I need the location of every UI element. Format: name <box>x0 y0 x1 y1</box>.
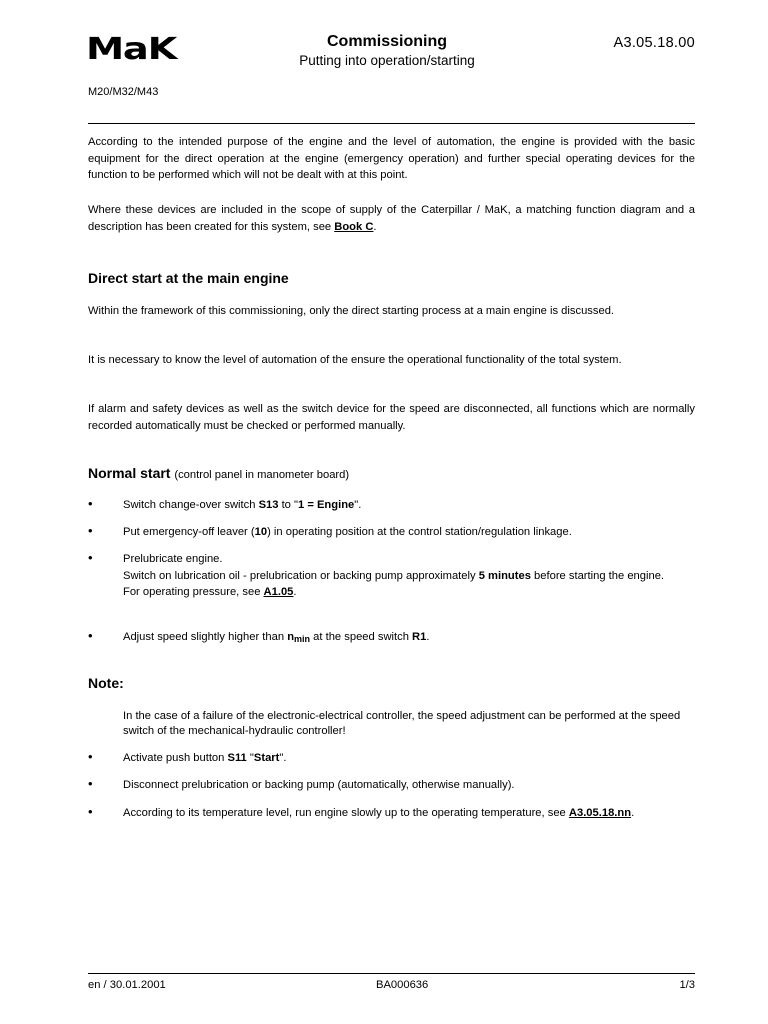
intro-paragraph-1: According to the intended purpose of the engine and the level of automation, the engine is provided with the basic equipment for the direct operation at the engine (emergency operation) and further special operating devices for the function to be performed which will not be dealt with at this point. <box>88 136 695 181</box>
note-step-1: Activate push button S11 "Start". <box>123 752 287 764</box>
note-heading: Note: <box>88 675 124 691</box>
footer-page-number: 1/3 <box>679 979 695 991</box>
note-step-2: Disconnect prelubrication or backing pump (automatically, otherwise manually). <box>123 779 515 791</box>
header-divider <box>88 123 695 124</box>
direct-start-paragraph-2: It is necessary to know the level of automation of the ensure the operational functionality of the total system. <box>88 354 622 366</box>
a3-05-18-nn-link[interactable]: A3.05.18.nn <box>568 807 632 819</box>
footer-date: en / 30.01.2001 <box>88 979 166 991</box>
bullet-icon: • <box>88 550 93 565</box>
footer-divider <box>88 973 695 974</box>
bullet-icon: • <box>88 523 93 538</box>
bullet-icon: • <box>88 749 93 764</box>
document-code: A3.05.18.00 <box>613 35 695 51</box>
direct-start-paragraph-1: Within the framework of this commissioning, only the direct starting process at a main engine is discussed. <box>88 305 615 317</box>
normal-start-step-3: Prelubricate engine. Switch on lubrication oil - prelubrication or backing pump approximately 5 minutes before starting the engine. For operating pressure, see A1.05. <box>123 553 665 598</box>
normal-start-step-4: Adjust speed slightly higher than nmin at the speed switch R1. <box>123 631 430 644</box>
normal-start-step-1: Switch change-over switch S13 to "1 = Engine". <box>123 499 362 511</box>
engine-models: M20/M32/M43 <box>88 86 159 98</box>
direct-start-paragraph-3: If alarm and safety devices as well as the switch device for the speed are disconnected, all functions which are normally recorded automatically must be checked or performed manually. <box>88 403 695 432</box>
bullet-icon: • <box>88 776 93 791</box>
book-c-link[interactable]: Book C <box>334 220 374 233</box>
document-subtitle: Putting into operation/starting <box>299 53 475 68</box>
intro-paragraph-2: Where these devices are included in the scope of supply of the Caterpillar / MaK, a matching function diagram and a description has been created for this system, see Book C. <box>88 204 695 233</box>
normal-start-heading: Normal start (control panel in manometer board) <box>88 465 350 481</box>
a1-05-link[interactable]: A1.05 <box>263 586 294 598</box>
mak-logo: MaK <box>86 32 177 67</box>
bullet-icon: • <box>88 628 93 643</box>
normal-start-step-2: Put emergency-off leaver (10) in operating position at the control station/regulation linkage. <box>123 526 572 538</box>
document-title: Commissioning <box>326 33 447 50</box>
bullet-icon: • <box>88 804 93 819</box>
bullet-icon: • <box>88 496 93 511</box>
note-step-3: According to its temperature level, run engine slowly up to the operating temperature, see A3.05.18.nn. <box>123 807 635 819</box>
direct-start-heading: Direct start at the main engine <box>88 270 289 286</box>
footer-doc-number: BA000636 <box>376 979 429 991</box>
note-text: In the case of a failure of the electronic-electrical controller, the speed adjustment can be performed at the speed switch of the mechanical-hydraulic controller! <box>123 710 681 737</box>
